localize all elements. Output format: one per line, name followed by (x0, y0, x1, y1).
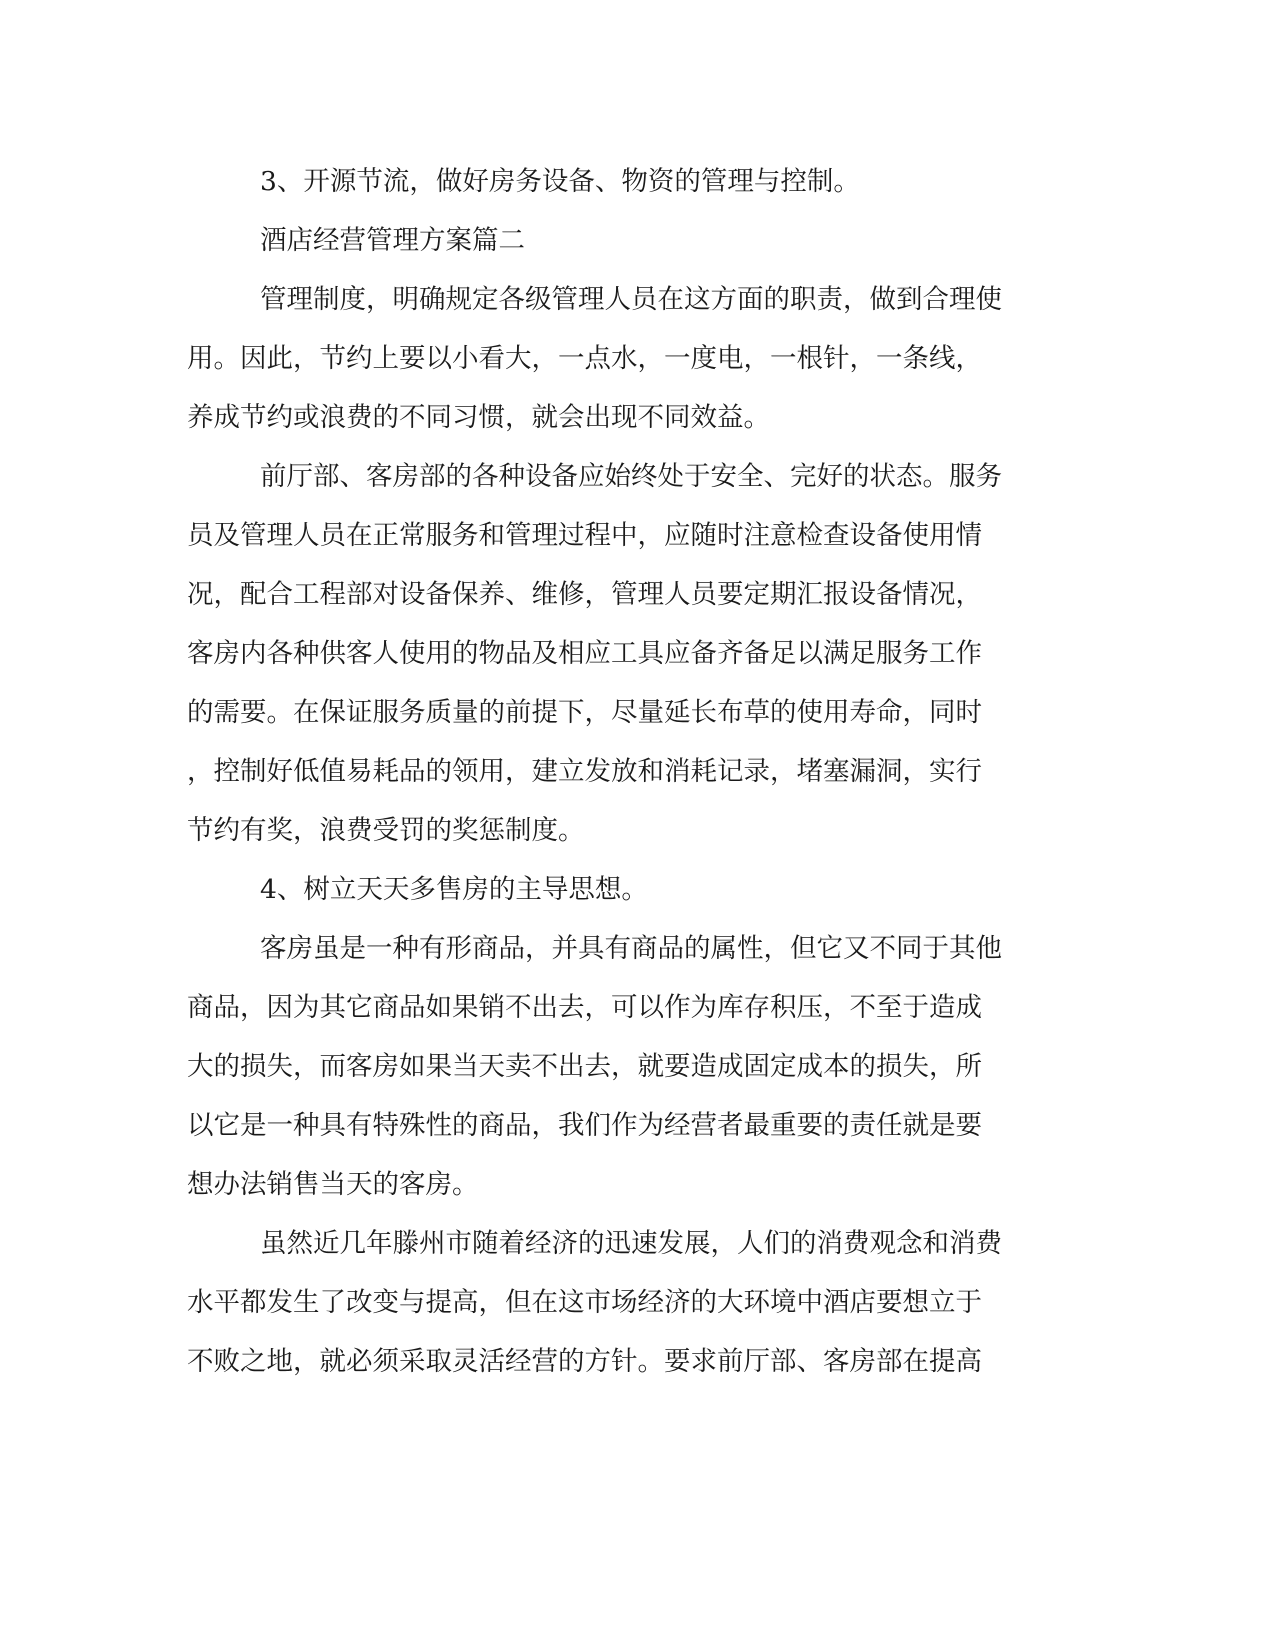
paragraph-line: 以它是一种具有特殊性的商品，我们作为经营者最重要的责任就是要 (187, 1110, 982, 1141)
paragraph-line: 管理制度，明确规定各级管理人员在这方面的职责，做到合理使 (260, 284, 1002, 315)
paragraph-line: 客房内各种供客人使用的物品及相应工具应备齐备足以满足服务工作 (187, 638, 982, 669)
paragraph-line: 用。因此，节约上要以小看大，一点水，一度电，一根针，一条线， (187, 343, 982, 374)
paragraph-line: 想办法销售当天的客房。 (187, 1169, 479, 1200)
section-heading-4: 4、树立天天多售房的主导思想。 (260, 874, 648, 905)
paragraph-line: 况，配合工程部对设备保养、维修，管理人员要定期汇报设备情况， (187, 579, 982, 610)
paragraph-line: 的需要。在保证服务质量的前提下，尽量延长布草的使用寿命，同时 (187, 697, 982, 728)
article-subtitle: 酒店经营管理方案篇二 (260, 225, 525, 256)
paragraph-line: 节约有奖，浪费受罚的奖惩制度。 (187, 815, 585, 846)
paragraph-line: 大的损失，而客房如果当天卖不出去，就要造成固定成本的损失，所 (187, 1051, 982, 1082)
paragraph-line: 水平都发生了改变与提高，但在这市场经济的大环境中酒店要想立于 (187, 1287, 982, 1318)
paragraph-line: 养成节约或浪费的不同习惯，就会出现不同效益。 (187, 402, 770, 433)
paragraph-line: 不败之地，就必须采取灵活经营的方针。要求前厅部、客房部在提高 (187, 1346, 982, 1377)
paragraph-line: 虽然近几年滕州市随着经济的迅速发展，人们的消费观念和消费 (260, 1228, 1002, 1259)
section-heading-3: 3、开源节流，做好房务设备、物资的管理与控制。 (260, 166, 860, 197)
paragraph-line: ，控制好低值易耗品的领用，建立发放和消耗记录，堵塞漏洞，实行 (187, 756, 982, 787)
paragraph-line: 前厅部、客房部的各种设备应始终处于安全、完好的状态。服务 (260, 461, 1002, 492)
paragraph-line: 商品，因为其它商品如果销不出去，可以作为库存积压，不至于造成 (187, 992, 982, 1023)
paragraph-line: 员及管理人员在正常服务和管理过程中，应随时注意检查设备使用情 (187, 520, 982, 551)
paragraph-line: 客房虽是一种有形商品，并具有商品的属性，但它又不同于其他 (260, 933, 1002, 964)
